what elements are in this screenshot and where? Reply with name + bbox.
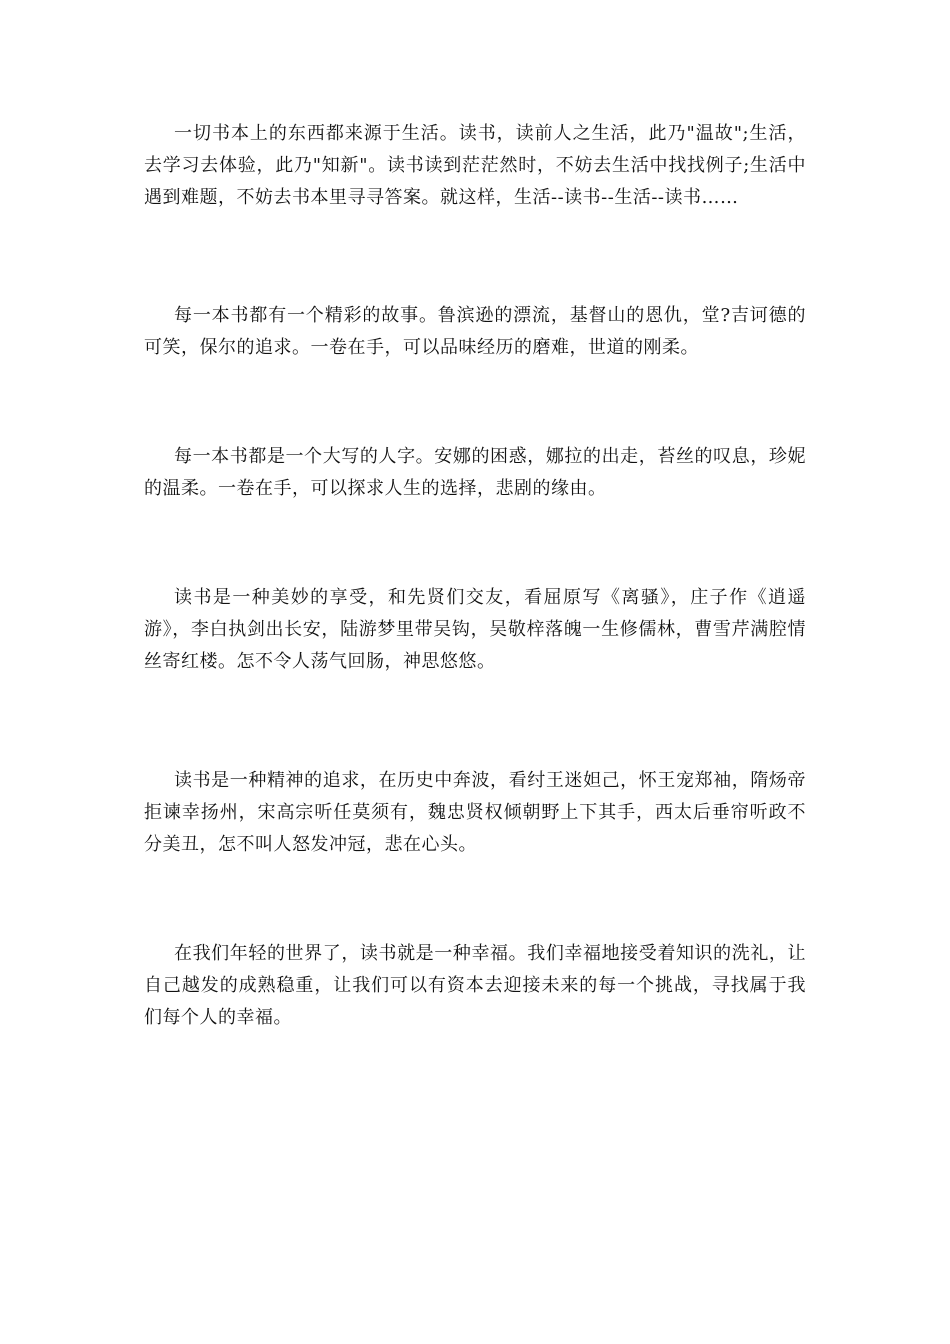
- paragraph-reading-happiness: 在我们年轻的世界了，读书就是一种幸福。我们幸福地接受着知识的洗礼，让自己越发的成熟稳重，让我们可以有资本去迎接未来的每一个挑战，寻找属于我们每个人的幸福。: [144, 943, 806, 1028]
- paragraph-life-and-reading: 一切书本上的东西都来源于生活。读书，读前人之生活，此乃"温故";生活，去学习去体验，此乃"知新"。读书读到茫茫然时，不妨去生活中找找例子;生活中遇到难题，不妨去书本里寻寻答案。就这样，生活--读书--生活--读书……: [144, 123, 806, 208]
- paragraph-book-characters: 每一本书都是一个大写的人字。安娜的困惑，娜拉的出走，苔丝的叹息，珍妮的温柔。一卷在手，可以探求人生的选择，悲剧的缘由。: [144, 446, 806, 499]
- paragraph-reading-enjoyment: 读书是一种美妙的享受，和先贤们交友，看屈原写《离骚》，庄子作《逍遥游》，李白执剑出长安，陆游梦里带吴钩，吴敬梓落魄一生修儒林，曹雪芹满腔情丝寄红楼。怎不令人荡气回肠，神思悠悠。: [144, 587, 806, 672]
- paragraph-book-stories: 每一本书都有一个精彩的故事。鲁滨逊的漂流，基督山的恩仇，堂?吉诃德的可笑，保尔的追求。一卷在手，可以品味经历的磨难，世道的刚柔。: [144, 305, 806, 358]
- paragraph-reading-spirit: 读书是一种精神的追求，在历史中奔波，看纣王迷妲己，怀王宠郑袖，隋炀帝拒谏幸扬州，宋高宗听任莫须有，魏忠贤权倾朝野上下其手，西太后垂帘听政不分美丑，怎不叫人怒发冲冠，悲在心头。: [144, 770, 806, 855]
